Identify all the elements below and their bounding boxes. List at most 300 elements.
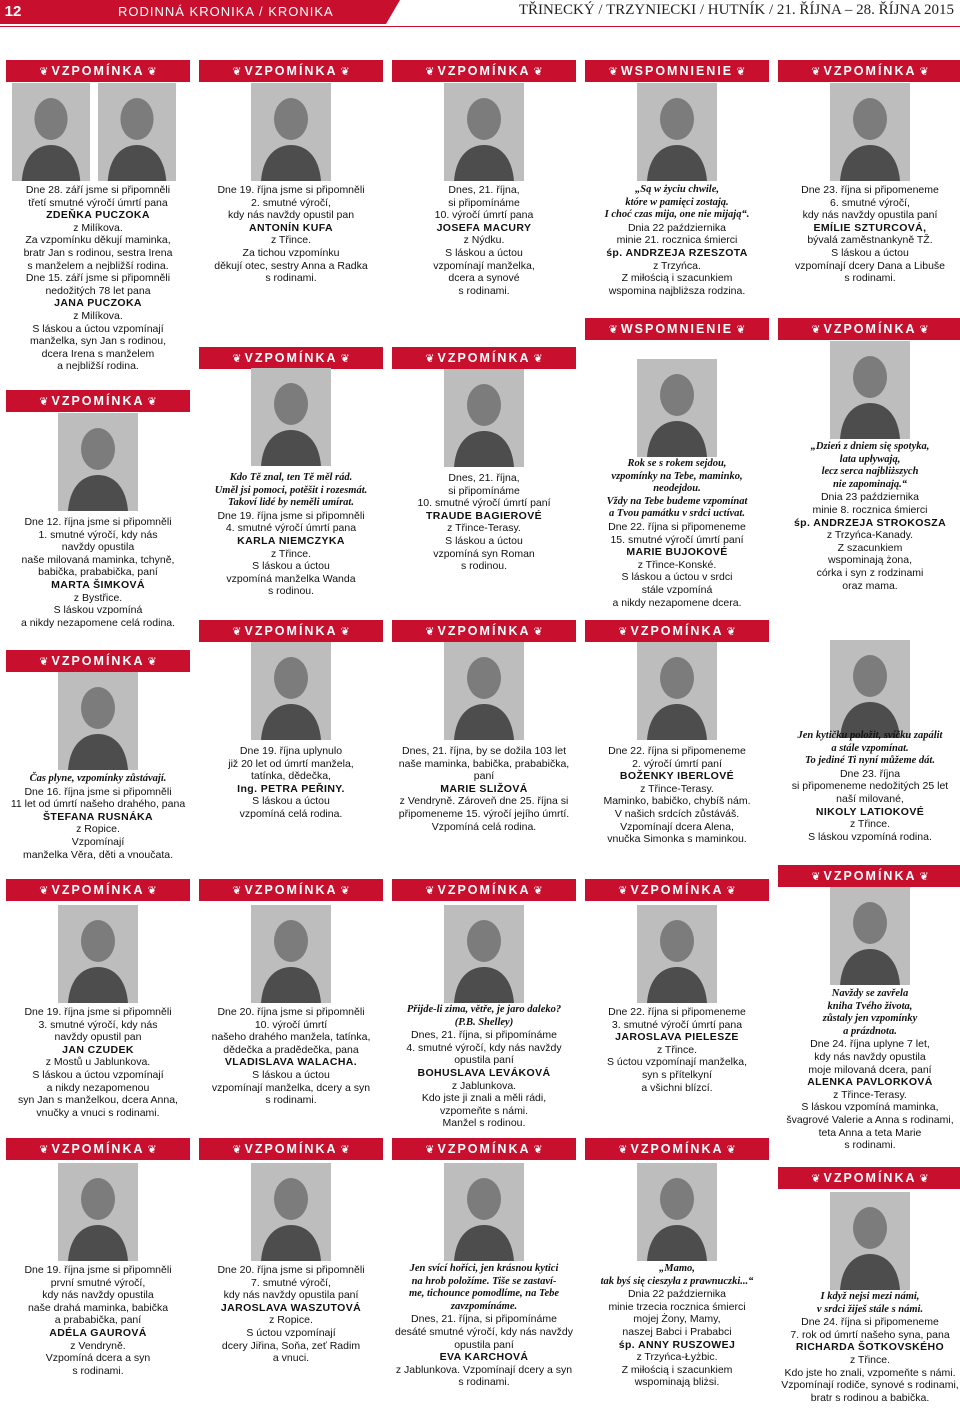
banner-label: VZPOMÍNKA: [630, 883, 724, 897]
section-banner: [778, 318, 960, 340]
portrait-photo: [637, 642, 717, 740]
notice-line: Dne 20. října jsme si připomněli: [217, 1006, 365, 1018]
ornament-icon: ❦: [916, 66, 929, 78]
notice-line: MARTA ŠIMKOVÁ: [51, 578, 145, 591]
banner-label: VZPOMÍNKA: [823, 64, 917, 78]
ornament-icon: ❦: [425, 1144, 438, 1156]
notice-line: vzpomíná celá rodina.: [239, 807, 343, 820]
obituary-notice: [199, 1006, 383, 1107]
notice-line: tak byś się cieszyła z prawnuczki...“: [600, 1275, 754, 1287]
notice-line: EVA KARCHOVÁ: [439, 1351, 529, 1364]
notice-line: Rok se s rokem sejdou,: [627, 458, 727, 469]
header-rule: [0, 26, 960, 27]
obituary-notice: [199, 472, 383, 598]
ornament-icon: ❦: [39, 885, 52, 897]
ornament-icon: ❦: [39, 1144, 52, 1156]
notice-line: Dne 19. října jsme si připomněli: [24, 1264, 172, 1276]
banner-label: VZPOMÍNKA: [244, 883, 338, 897]
notice-line: wspomina najbliższa rodzina.: [608, 284, 746, 297]
notice-line: ŠTEFANA RUSNÁKA: [42, 810, 154, 823]
notice-line: Dne 19. října jsme si připomněli: [217, 184, 365, 196]
portrait-photo: [251, 642, 331, 740]
notice-line: Z szacunkiem: [837, 541, 903, 554]
notice-line: MARIE BUJOKOVÉ: [626, 546, 728, 559]
notice-line: kdy nás navždy opustila paní: [802, 209, 938, 222]
ornament-icon: ❦: [232, 885, 245, 897]
notice-line: lecz serca najbliższych: [821, 466, 919, 478]
notice-line: bratr s rodinou a babička.: [810, 1391, 930, 1404]
notice-line: minie trzecia rocznica śmierci: [608, 1300, 746, 1313]
notice-line: z Milíkova.: [73, 221, 123, 234]
ornament-icon: ❦: [733, 66, 746, 78]
notice-line: tatínka, dědečka,: [251, 770, 331, 783]
banner-label: VZPOMÍNKA: [437, 64, 531, 78]
portrait-photo: [251, 905, 331, 1003]
ornament-icon: ❦: [232, 353, 245, 365]
ornament-icon: ❦: [723, 1144, 736, 1156]
notice-line: z Ropice.: [76, 823, 120, 836]
notice-line: vzpomeňte s námi.: [439, 1104, 529, 1117]
portrait-photo: [251, 368, 331, 466]
notice-line: S úctou vzpomínají: [246, 1326, 336, 1339]
section-banner: [6, 60, 190, 82]
banner-label: VZPOMÍNKA: [244, 624, 338, 638]
section-banner: [199, 620, 383, 642]
notice-line: manželka, syn Jan s rodinou,: [30, 335, 166, 348]
notice-line: Dne 28. září jsme si připomněli: [25, 184, 171, 196]
notice-line: Dne 16. října jsme si připomněli: [24, 785, 172, 798]
obituary-notice: [392, 472, 576, 573]
notice-line: „Są w życiu chwile,: [634, 184, 719, 195]
notice-line: z Nýdku.: [463, 234, 505, 247]
section-banner: [6, 879, 190, 901]
notice-line: Dne 24. října si připomeneme: [801, 1316, 939, 1329]
notice-line: z Jablunkova.: [451, 1079, 517, 1092]
notice-line: kdy nás navždy opustila paní: [223, 1289, 359, 1302]
notice-line: připomeneme 15. výročí jejího úmrtí.: [398, 807, 570, 820]
notice-line: Dne 15. září jsme si připomněli: [25, 272, 171, 285]
ornament-icon: ❦: [232, 1144, 245, 1156]
obituary-notice: [6, 516, 190, 629]
notice-line: Z miłością i szacunkiem: [621, 272, 733, 285]
notice-line: z Třince.: [270, 234, 312, 247]
obituary-notice: [199, 745, 383, 821]
obituary-notice: [199, 1264, 383, 1365]
notice-line: s rodinou.: [460, 560, 508, 573]
notice-line: s rodinami.: [265, 272, 317, 285]
notice-line: JAN CZUDEK: [62, 1043, 134, 1056]
notice-line: vnučka Simonka s maminkou.: [607, 833, 747, 846]
notice-line: Kdo Tě znal, ten Tě měl rád.: [229, 472, 353, 483]
obituary-notice: [392, 1004, 576, 1130]
ornament-icon: ❦: [916, 871, 929, 883]
notice-line: MARIE SLIŽOVÁ: [440, 782, 528, 795]
ornament-icon: ❦: [530, 626, 543, 638]
notice-line: Dne 24. října uplyne 7 let,: [810, 1038, 930, 1051]
section-banner: [392, 60, 576, 82]
notice-line: vzpomíná syn Roman: [433, 547, 535, 560]
ornament-icon: ❦: [530, 1144, 543, 1156]
notice-line: si připomínáme: [448, 196, 520, 209]
portrait-photo: [830, 887, 910, 985]
banner-label: VZPOMÍNKA: [630, 624, 724, 638]
section-banner: [6, 1138, 190, 1160]
notice-line: Vzpomíná celá rodina.: [431, 820, 537, 833]
notice-line: a všichni blízcí.: [641, 1081, 713, 1094]
ornament-icon: ❦: [144, 1144, 157, 1156]
notice-line: našeho drahého manžela, tatínka,: [211, 1031, 371, 1044]
notice-line: Manžel s rodinou.: [442, 1117, 526, 1130]
notice-line: ANTONÍN KUFA: [249, 221, 333, 234]
notice-line: třetí smutné výročí úmrtí pana: [28, 196, 168, 209]
notice-line: S láskou a úctou: [252, 1068, 330, 1081]
section-banner: [778, 865, 960, 887]
notice-line: z Trzyńca.: [653, 259, 701, 272]
obituary-notice: [585, 184, 769, 297]
ornament-icon: ❦: [39, 396, 52, 408]
notice-line: lata upływają,: [839, 453, 901, 465]
notice-line: z Třince-Terasy.: [833, 1088, 907, 1101]
notice-line: a Tvou památku v srdci uctívat.: [609, 508, 745, 520]
notice-line: Dnes, 21. října, si připomínáme: [411, 1313, 557, 1326]
notice-line: VLADISLAVA WALACHA.: [224, 1056, 358, 1069]
ornament-icon: ❦: [144, 656, 157, 668]
notice-line: śp. ANNY RUSZOWEJ: [618, 1338, 736, 1351]
notice-line: bratr Jan s rodinou, sestra Irena: [23, 246, 173, 259]
section-banner: [585, 879, 769, 901]
section-banner: [778, 60, 960, 82]
ornament-icon: ❦: [618, 1144, 631, 1156]
notice-line: s rodinami.: [844, 272, 896, 285]
notice-line: zůstaly jen vzpomínky: [822, 1013, 918, 1025]
ornament-icon: ❦: [425, 353, 438, 365]
ornament-icon: ❦: [530, 885, 543, 897]
section-banner: [199, 347, 383, 369]
notice-line: a prázdnota.: [843, 1025, 897, 1037]
notice-line: (P.B. Shelley): [454, 1016, 514, 1028]
notice-line: kniha Tvého života,: [827, 1000, 913, 1012]
banner-label: VZPOMÍNKA: [244, 64, 338, 78]
notice-line: opustila paní: [454, 1338, 514, 1351]
notice-line: S láskou vzpomíná rodina.: [808, 830, 932, 843]
notice-line: stále vzpomíná: [641, 583, 713, 596]
notice-line: si připomeneme nedožitých 25 let: [791, 780, 949, 793]
notice-line: teta Anna a teta Marie: [818, 1126, 922, 1139]
banner-label: VZPOMÍNKA: [823, 322, 917, 336]
notice-line: z Třince.: [849, 1353, 891, 1366]
notice-line: córka i syn z rodzinami: [816, 566, 924, 579]
notice-line: Kdo jste ho znali, vzpomeňte s námi.: [784, 1366, 956, 1379]
notice-line: które w pamięci zostają.: [625, 196, 729, 208]
notice-line: S láskou vzpomíná maminka,: [801, 1101, 939, 1114]
notice-line: z Ropice.: [269, 1314, 313, 1327]
notice-line: S láskou a úctou vzpomínají: [32, 1068, 164, 1081]
notice-line: 1. smutné výročí, kdy nás: [38, 528, 158, 541]
obituary-notice: [6, 773, 190, 861]
notice-line: S láskou a úctou: [831, 246, 909, 259]
notice-line: vzpomíná manželka Wanda: [226, 572, 356, 585]
notice-line: na hrob položíme. Tiše se zastaví-: [411, 1275, 557, 1287]
portrait-photo: [830, 1192, 910, 1290]
notice-line: Dne 23. října si připomeneme: [801, 184, 939, 196]
notice-line: KARLA NIEMCZYKA: [237, 534, 345, 547]
ornament-icon: ❦: [723, 885, 736, 897]
notice-line: NIKOLY LATIOKOVÉ: [815, 805, 925, 818]
notice-line: S láskou a úctou v srdci: [621, 571, 733, 584]
ornament-icon: ❦: [811, 324, 824, 336]
notice-line: vzpomínají manželka, dcery a syn: [211, 1081, 371, 1094]
notice-line: śp. ANDRZEJA RZESZOTA: [606, 246, 748, 259]
notice-line: oraz mama.: [842, 579, 898, 592]
ornament-icon: ❦: [337, 1144, 350, 1156]
notice-line: Vždy na Tebe budeme vzpomínat: [606, 495, 748, 507]
notice-line: BOŽENKY IBERLOVÉ: [619, 770, 735, 783]
obituary-notice: [6, 1006, 190, 1119]
banner-label: VZPOMÍNKA: [51, 394, 145, 408]
banner-label: VZPOMÍNKA: [823, 869, 917, 883]
notice-line: zavzpomínáme.: [450, 1300, 518, 1312]
notice-line: me, tichounce pomodlíme, na Tebe: [408, 1288, 560, 1300]
notice-line: Přijde-li zima, větře, je jaro daleko?: [406, 1004, 562, 1015]
notice-line: EMÍLIE SZTURCOVÁ,: [813, 221, 927, 234]
notice-line: To jediné Ti nyní můžeme dát.: [805, 755, 935, 767]
ornament-icon: ❦: [425, 626, 438, 638]
obituary-notice: [392, 184, 576, 297]
notice-line: JANA PUCZOKA: [54, 297, 142, 310]
notice-line: vnučky a vnuci s rodinami.: [36, 1106, 160, 1119]
notice-line: navždy opustil pan: [54, 1031, 142, 1044]
notice-line: V našich srdcích zůstáváš.: [614, 807, 740, 820]
notice-line: Vzpomínají: [71, 835, 125, 848]
notice-line: švagrové Valerie a Anna s rodinami,: [786, 1113, 954, 1126]
notice-line: BOHUSLAVA LEVÁKOVÁ: [417, 1066, 551, 1079]
notice-line: kdy nás navždy opustila: [814, 1050, 926, 1063]
publication-header: TŘINECKÝ / TRZYNIECKI / HUTNÍK / 21. ŘÍJNA – 28. ŘÍJNA 2015: [518, 2, 954, 18]
notice-line: z Třince-Terasy.: [447, 522, 521, 535]
notice-line: TRAUDE BAGIEROVÉ: [425, 509, 543, 522]
banner-label: VZPOMÍNKA: [437, 883, 531, 897]
notice-line: mojej Żony, Mamy,: [633, 1313, 721, 1326]
ornament-icon: ❦: [723, 626, 736, 638]
notice-line: Dne 19. října jsme si připomněli: [24, 1006, 172, 1018]
banner-label: VZPOMÍNKA: [437, 624, 531, 638]
notice-line: I choć czas mija, one nie mijają“.: [604, 209, 750, 221]
notice-line: 3. smutné výročí, kdy nás: [38, 1018, 158, 1031]
notice-line: ALENKA PAVLORKOVÁ: [807, 1076, 933, 1089]
obituary-notice: [778, 441, 960, 592]
header-accent: [386, 0, 400, 24]
notice-line: Dne 23. října: [839, 767, 901, 780]
ornament-icon: ❦: [337, 353, 350, 365]
notice-line: Dnia 22 października: [627, 1288, 727, 1301]
obituary-notice: [585, 1006, 769, 1094]
notice-line: s rodinami.: [458, 284, 510, 297]
portrait-photo: [444, 83, 524, 181]
notice-line: „Mamo,: [659, 1263, 695, 1274]
notice-line: z Bystřice.: [73, 591, 123, 604]
notice-line: a prababička, paní: [54, 1314, 142, 1327]
banner-label: VZPOMÍNKA: [630, 1142, 724, 1156]
obituary-notice: [6, 184, 190, 373]
notice-line: Maminko, babičko, chybíš nám.: [603, 795, 751, 808]
notice-line: z Milíkova.: [73, 309, 123, 322]
ornament-icon: ❦: [425, 66, 438, 78]
notice-line: Jen kytičku položit, svíčku zapálit: [797, 730, 943, 741]
obituary-notice: [585, 745, 769, 846]
ornament-icon: ❦: [811, 871, 824, 883]
notice-line: minie 21. rocznica śmierci: [616, 234, 738, 247]
ornament-icon: ❦: [337, 66, 350, 78]
notice-line: I když nejsi mezi námi,: [820, 1291, 920, 1302]
notice-line: wspominają żona,: [827, 554, 913, 567]
notice-line: dcera Irena s manželem: [41, 347, 155, 360]
notice-line: a nikdy nezapomene celá rodina.: [20, 616, 176, 629]
notice-line: Uměl jsi pomoci, potěšit i rozesmát.: [214, 484, 368, 496]
notice-line: vzpomínky na Tebe, maminko,: [611, 470, 743, 482]
notice-line: a nikdy nezapomenou: [46, 1081, 150, 1094]
ornament-icon: ❦: [337, 626, 350, 638]
ornament-icon: ❦: [39, 66, 52, 78]
notice-line: děkují otec, sestry Anna a Radka: [214, 259, 368, 272]
section-banner: [585, 60, 769, 82]
ornament-icon: ❦: [608, 324, 621, 336]
notice-line: moje milovaná dcera, paní: [808, 1063, 932, 1076]
notice-line: v srdci žiješ stále s námi.: [816, 1303, 924, 1315]
banner-label: VZPOMÍNKA: [244, 351, 338, 365]
ornament-icon: ❦: [144, 396, 157, 408]
notice-line: a vnuci.: [272, 1352, 310, 1365]
obituary-notice: [199, 184, 383, 285]
notice-line: Dnia 23 października: [820, 491, 920, 504]
obituary-notice: [392, 1263, 576, 1389]
notice-line: Navždy se zavřela: [831, 988, 909, 999]
notice-line: z Třince-Terasy.: [640, 782, 714, 795]
notice-line: JAROSLAVA WASZUTOVÁ: [220, 1301, 362, 1314]
notice-line: 15. smutné výročí úmrtí paní: [610, 533, 744, 546]
obituary-notice: [6, 1264, 190, 1377]
obituary-notice: [585, 458, 769, 609]
notice-line: z Mostů u Jablunkova.: [45, 1056, 151, 1069]
notice-line: 7. rok od úmrtí našeho syna, pana: [790, 1328, 950, 1341]
notice-line: Dnes, 21. října,: [448, 184, 520, 196]
ornament-icon: ❦: [425, 885, 438, 897]
notice-line: Dnes, 21. října,: [448, 472, 520, 484]
notice-line: 7. smutné výročí,: [251, 1276, 331, 1289]
portrait-photo: [637, 359, 717, 457]
obituary-notice: [778, 184, 960, 285]
ornament-icon: ❦: [916, 1173, 929, 1185]
portrait-photo: [830, 640, 910, 738]
notice-line: nedožitých 78 let pana: [45, 284, 151, 297]
notice-line: 10. smutné výročí úmrtí paní: [417, 497, 551, 510]
notice-line: Za tichou vzpomínku: [242, 246, 340, 259]
notice-line: s rodinami.: [265, 1094, 317, 1107]
ornament-icon: ❦: [530, 353, 543, 365]
ornament-icon: ❦: [232, 626, 245, 638]
portrait-photo: [251, 83, 331, 181]
notice-line: Dne 12. října jsme si připomněli: [24, 516, 172, 528]
notice-line: 2. smutné výročí,: [251, 196, 331, 209]
obituary-notice: [585, 1263, 769, 1389]
notice-line: s rodinou.: [267, 585, 315, 598]
section-banner: [392, 620, 576, 642]
notice-line: S láskou a úctou: [445, 534, 523, 547]
notice-line: dcery Jiřina, Soňa, zeť Radim: [221, 1339, 361, 1352]
notice-line: syn Jan s manželkou, dcera Anna,: [18, 1094, 178, 1107]
notice-line: a stále vzpomínat.: [831, 742, 909, 754]
notice-line: JOSEFA MACURY: [436, 221, 532, 234]
notice-line: první smutné výročí,: [50, 1276, 146, 1289]
section-banner: [199, 1138, 383, 1160]
notice-line: vzpomínají dcery Dana a Libuše: [795, 259, 945, 272]
notice-line: Dne 22. října si připomeneme: [608, 520, 746, 533]
portrait-photo: [830, 341, 910, 439]
notice-line: z Třince.: [849, 818, 891, 831]
ornament-icon: ❦: [232, 66, 245, 78]
banner-label: WSPOMNIENIE: [620, 64, 734, 78]
section-banner: [392, 1138, 576, 1160]
notice-line: paní: [473, 770, 495, 783]
notice-line: Vzpomínají dcera Alena,: [620, 820, 734, 833]
portrait-photo: [637, 83, 717, 181]
notice-line: 4. smutné výročí, kdy nás navždy: [406, 1041, 562, 1054]
section-banner: [199, 879, 383, 901]
portrait-photo: [58, 905, 138, 1003]
ornament-icon: ❦: [530, 66, 543, 78]
notice-line: naszej Babci i Prababci: [622, 1325, 732, 1338]
notice-line: z Třince.: [656, 1043, 698, 1056]
portrait-photo: [444, 369, 524, 467]
notice-line: „Dzień z dniem się spotyka,: [810, 441, 930, 452]
section-title: RODINNÁ KRONIKA / KRONIKA RODZINNA: [26, 0, 386, 24]
obituary-notice: [778, 730, 960, 843]
notice-line: Dne 20. října jsme si připomněli: [217, 1264, 365, 1276]
notice-line: naše milovaná maminka, tchyně,: [21, 553, 175, 566]
notice-line: z Třince-Konské.: [637, 558, 717, 571]
notice-line: S láskou vzpomíná: [53, 604, 143, 617]
obituary-notice: [392, 745, 576, 833]
notice-line: śp. ANDRZEJA STROKOSZA: [793, 516, 947, 529]
notice-line: 6. smutné výročí,: [830, 196, 910, 209]
section-banner: [6, 650, 190, 672]
notice-line: Vzpomíná dcera a syn: [45, 1352, 151, 1365]
notice-line: Dnes, 21. října, by se dožila 103 let: [401, 745, 566, 757]
notice-line: desáté smutné výročí, kdy nás navždy: [394, 1325, 573, 1338]
notice-line: S láskou a úctou: [252, 560, 330, 573]
obituary-notice: [778, 1291, 960, 1404]
banner-label: VZPOMÍNKA: [244, 1142, 338, 1156]
notice-line: S láskou a úctou: [252, 795, 330, 808]
notice-line: z Vendryně. Zároveň dne 25. října si: [399, 795, 569, 808]
notice-line: Jen svící hoříci, jen krásnou kytici: [409, 1263, 559, 1274]
notice-line: neodejdou.: [653, 483, 701, 495]
notice-line: Dnes, 21. října, si připomínáme: [411, 1029, 557, 1042]
notice-line: a nejbližší rodina.: [57, 360, 139, 373]
ornament-icon: ❦: [811, 1173, 824, 1185]
notice-line: minie 8. rocznica śmierci: [812, 503, 928, 516]
notice-line: Ing. PETRA PEŘINY.: [237, 782, 345, 795]
portrait-photo: [830, 83, 910, 181]
notice-line: naší milované,: [836, 792, 904, 805]
banner-label: VZPOMÍNKA: [437, 351, 531, 365]
notice-line: z Trzyńca-Kanady.: [826, 529, 914, 542]
notice-line: nie zapominają.“: [832, 478, 908, 490]
notice-line: syn s přítelkyní: [641, 1068, 713, 1081]
notice-line: si připomínáme: [448, 484, 520, 497]
section-banner: [199, 60, 383, 82]
notice-line: Dne 19. října uplynulo: [239, 745, 343, 757]
ornament-icon: ❦: [337, 885, 350, 897]
